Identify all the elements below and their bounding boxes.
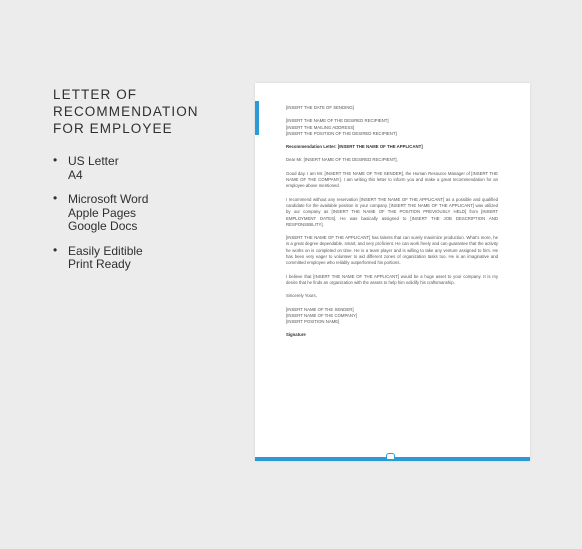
letter-paragraph: Good day. I am Mr. [INSERT THE NAME OF THE SENDER], the Human Resource Manager of [INSERT THE NAME OF THE COMPANY]. I am writing this letter to inform you and make a great recommendation for an employee above mentioned. [286,170,498,189]
feature-text: Microsoft Word [68,192,149,206]
page-notch-icon [386,453,395,459]
letter-subject: Recommendation Letter: [INSERT THE NAME OF THE APPLICANT] [286,144,423,150]
feature-text: US Letter [68,154,119,168]
letter-paragraph: I believe that [INSERT THE NAME OF THE APPLICANT] would be a huge asset to your company. It is my desire that he finds an organization with the assets to help him solidify his craftsmanship. [286,273,498,285]
title-line: FOR EMPLOYEE [53,121,173,136]
title-line: LETTER OF [53,87,138,102]
recipient-block [286,118,498,137]
bullet-icon: • [53,191,58,205]
recipient-line: [INSERT THE NAME OF THE DESIRED RECIPIENT] [286,118,389,124]
feature-list [53,155,233,272]
title-line: RECOMMENDATION [53,104,199,119]
sender-line: [INSERT POSITION NAME] [286,319,340,325]
feature-item-formats [53,155,233,182]
letter-closing: Sincerely Yours, [286,293,317,299]
recipient-line: [INSERT THE POSITION OF THE DESIRED RECIPIENT] [286,130,397,136]
bullet-icon: • [53,153,58,167]
feature-text: A4 [68,167,83,182]
feature-item-editing [53,242,233,272]
feature-text: Google Docs [68,219,138,233]
accent-bar [255,101,259,135]
letter-paragraph: I recommend without any reservation [INSERT THE NAME OF THE APPLICANT] as a possible and qualified candidate for the available position in your company. [INSERT THE NAME OF THE APPLICANT] was utilized by our company as [INSERT THE NAME OF THE POSITION PREVIOUSLY HELD] from [INSERT EMPLOYMENT DATES]. He was basically assigned to [INSERT THE JOB DESCRIPTION AND RESPONSIBILITY]. [286,196,498,227]
feature-text: Easily Editible [68,243,143,258]
recipient-line: [INSERT THE MAILING ADDRESS] [286,124,355,130]
letter-preview [255,83,530,461]
letter-date: [INSERT THE DATE OF SENDING] [286,105,354,110]
letter-salutation: Dear Mr. [INSERT NAME OF THE DESIRED RECIPIENT], [286,157,398,163]
sender-line: [INSERT NAME OF THE COMPANY] [286,312,358,318]
sender-line: [INSERT NAME OF THE SENDER] [286,306,354,312]
letter-signature: Signature [286,332,306,338]
bullet-icon: • [53,242,58,257]
letter-body [286,105,498,346]
feature-text: Print Ready [68,257,131,271]
letter-paragraph: [INSERT THE NAME OF THE APPLICANT] has talents that can surely maximize production. What's more, he is a great degree dependable, smart, and very proficient. He can work freely and can guarantee that the activity he works on is completed on time. He is a team player and is willing to take any venture assigned to him. He has been very eager to volunteer to aid different zones of organization tasks too. He is an imaginative and committed employee who reliably outperformed his portions. [286,235,498,266]
feature-text: Apple Pages [68,205,137,220]
sender-block [286,307,498,326]
page-title [53,86,233,137]
product-info-panel [53,86,233,283]
feature-item-apps [53,193,233,234]
